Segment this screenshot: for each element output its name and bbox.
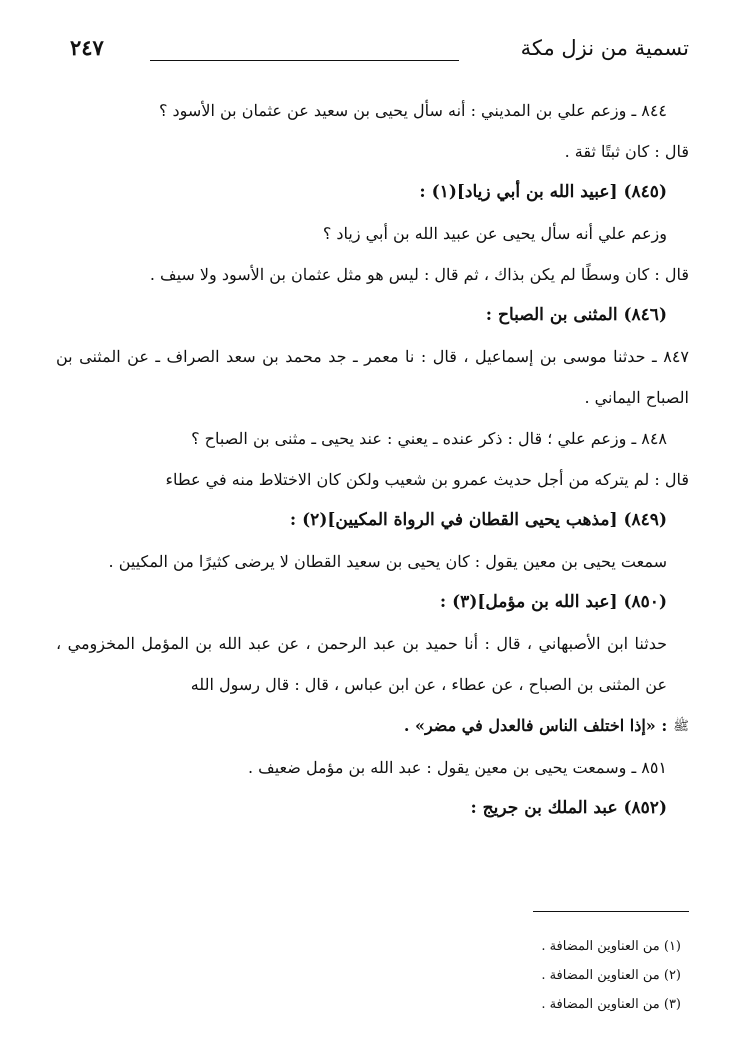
footnote-rule <box>533 911 689 912</box>
entry-845: وزعم علي أنه سأل يحيى عن عبيد الله بن أبي زياد ؟ <box>322 224 667 243</box>
footnotes <box>200 932 681 1019</box>
entry-850-hadith <box>56 705 689 747</box>
heading-849: (٨٤٩) [مذهب يحيى القطان في الرواة المكيين](٢) : <box>289 510 667 530</box>
entry-844: ٨٤٤ ـ وزعم علي بن المديني : أنه سأل يحيى بن سعيد عن عثمان بن الأسود ؟ <box>158 101 667 120</box>
entry-845-answer: قال : كان وسطًا لم يكن بذاك ، ثم قال : ليس هو مثل عثمان بن الأسود ولا سيف . <box>149 265 689 284</box>
entry-848: ٨٤٨ ـ وزعم علي ؛ قال : ذكر عنده ـ يعني : عند يحيى ـ مثنى بن الصباح ؟ <box>191 429 667 448</box>
heading-850: (٨٥٠) [عبد الله بن مؤمل](٣) : <box>439 592 667 612</box>
page-number: ٢٤٧ <box>70 35 104 60</box>
body-text <box>56 90 689 829</box>
footnote-2: (٢) من العناوين المضافة . <box>541 968 681 983</box>
entry-850: حدثنا ابن الأصبهاني ، قال : أنا حميد بن عبد الرحمن ، عن عبد الله بن المؤمل المخزومي ، عن المثنى بن الصباح ، عن عطاء ، عن ابن عباس ، قال : قال رسول الله <box>56 634 667 694</box>
footnote-1: (١) من العناوين المضافة . <box>541 939 681 954</box>
heading-845: (٨٤٥) [عبيد الله بن أبي زياد](١) : <box>419 182 667 202</box>
running-header <box>70 28 689 68</box>
footnote-3: (٣) من العناوين المضافة . <box>541 997 681 1012</box>
heading-846: (٨٤٦) المثنى بن الصباح : <box>485 305 667 325</box>
heading-852: (٨٥٢) عبد الملك بن جريج : <box>470 798 667 818</box>
hadith-text: : «إذا اختلف الناس فالعدل في مضر» . <box>403 716 668 735</box>
entry-851: ٨٥١ ـ وسمعت يحيى بن معين يقول : عبد الله بن مؤمل ضعيف . <box>247 758 667 777</box>
running-title: تسمية من نزل مكة <box>520 36 689 60</box>
entry-844-answer: قال : كان ثبتًا ثقة . <box>564 142 689 161</box>
header-rule <box>150 60 459 61</box>
entry-847: ٨٤٧ ـ حدثنا موسى بن إسماعيل ، قال : نا معمر ـ جد محمد بن سعد الصراف ـ عن المثنى بن الصباح اليماني . <box>56 347 689 407</box>
entry-848-answer: قال : لم يتركه من أجل حديث عمرو بن شعيب ولكن كان الاختلاط منه في عطاء <box>165 470 689 489</box>
entry-849: سمعت يحيى بن معين يقول : كان يحيى بن سعيد القطان لا يرضى كثيرًا من المكيين . <box>108 552 667 571</box>
salutation-glyph: ﷺ <box>673 719 689 734</box>
